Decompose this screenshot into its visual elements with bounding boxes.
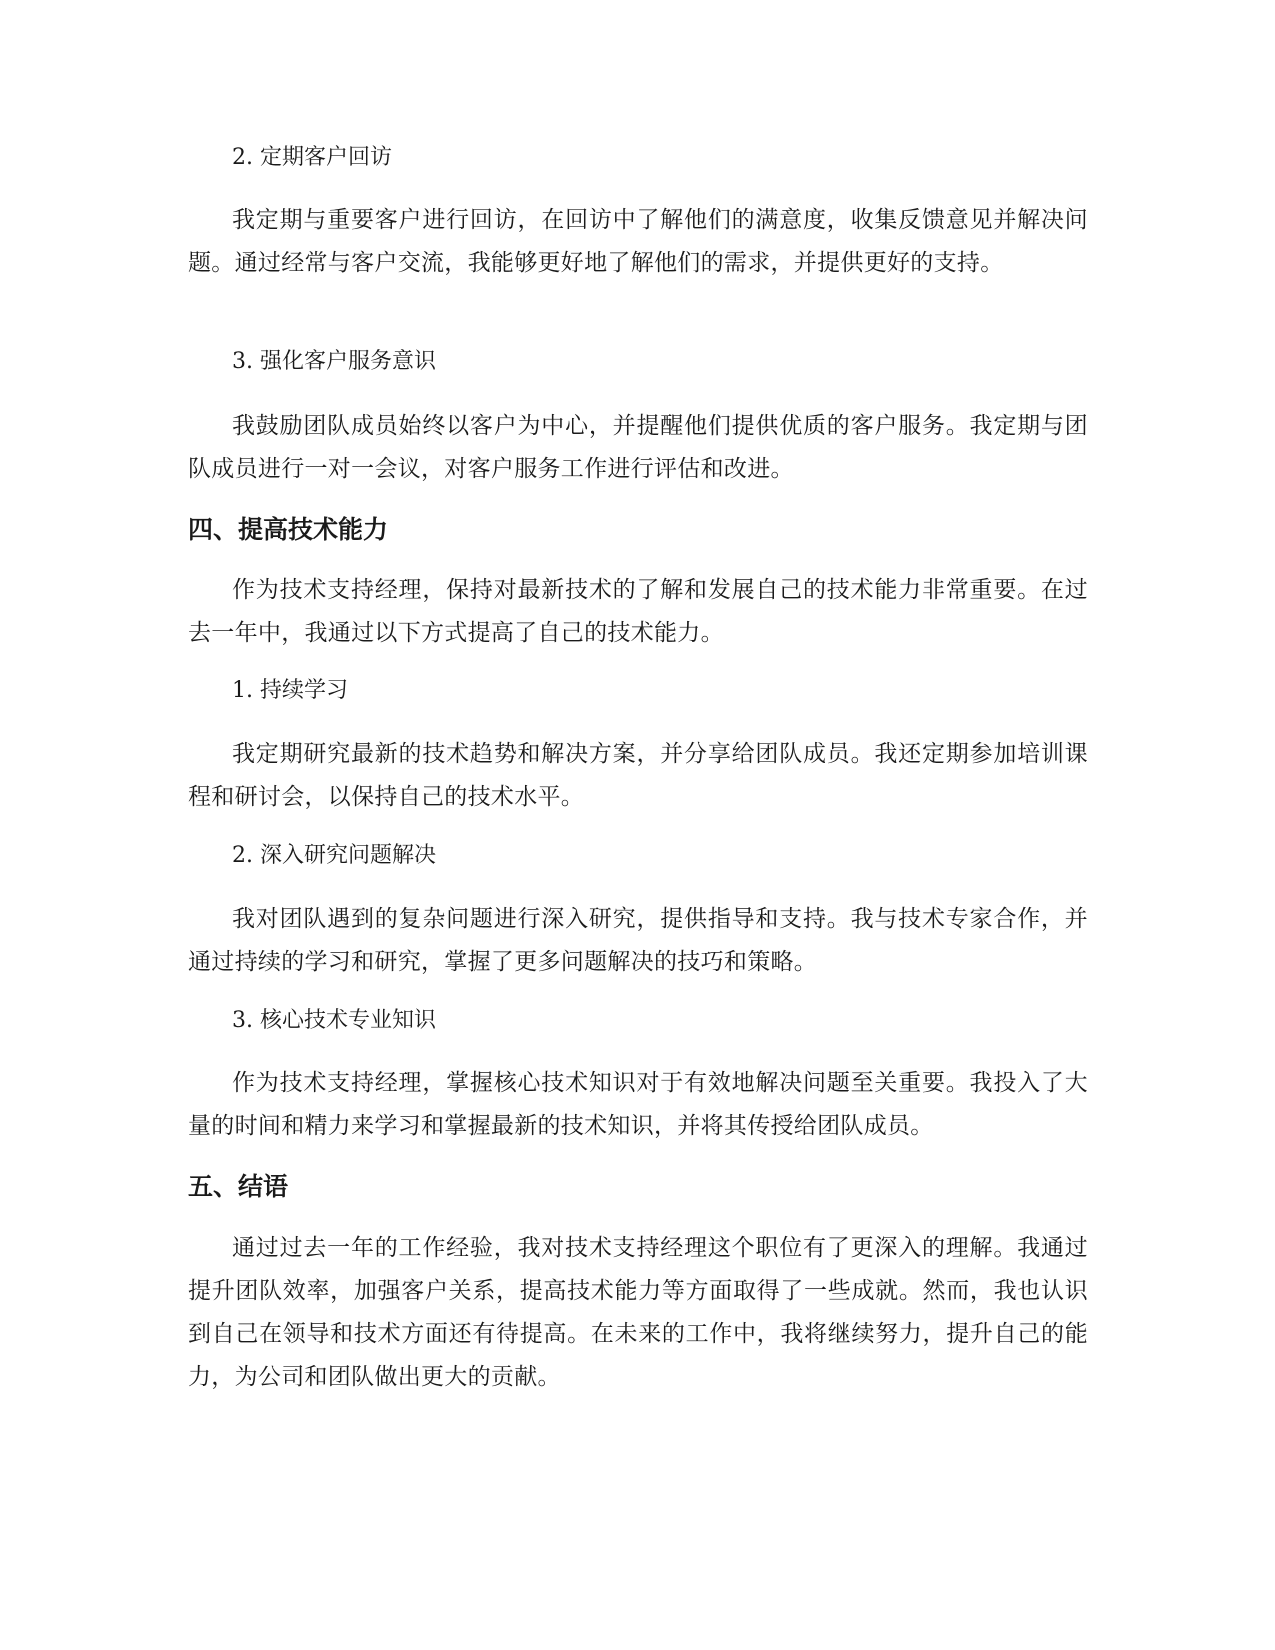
paragraph-regular-visits: 我定期与重要客户进行回访，在回访中了解他们的满意度，收集反馈意见并解决问题。通过经常与客户交流，我能够更好地了解他们的需求，并提供更好的支持。: [188, 207, 1088, 276]
item-heading-regular-visits: 2. 定期客户回访: [232, 145, 392, 170]
item-heading-service-awareness: 3. 强化客户服务意识: [232, 349, 436, 374]
item-heading-problem-solving: 2. 深入研究问题解决: [232, 843, 436, 868]
section-heading-conclusion: 五、结语: [188, 1172, 289, 1201]
paragraph-core-knowledge: 作为技术支持经理，掌握核心技术知识对于有效地解决问题至关重要。我投入了大量的时间和精力来学习和掌握最新的技术知识，并将其传授给团队成员。: [188, 1070, 1088, 1139]
paragraph-conclusion: 通过过去一年的工作经验，我对技术支持经理这个职位有了更深入的理解。我通过提升团队效率，加强客户关系，提高技术能力等方面取得了一些成就。然而，我也认识到自己在领导和技术方面还有待提高。在未来的工作中，我将继续努力，提升自己的能力，为公司和团队做出更大的贡献。: [188, 1235, 1088, 1390]
item-heading-core-knowledge: 3. 核心技术专业知识: [232, 1008, 436, 1033]
paragraph-problem-solving: 我对团队遇到的复杂问题进行深入研究，提供指导和支持。我与技术专家合作，并通过持续的学习和研究，掌握了更多问题解决的技巧和策略。: [188, 906, 1088, 975]
item-heading-continuous-learning: 1. 持续学习: [232, 678, 348, 703]
paragraph-continuous-learning: 我定期研究最新的技术趋势和解决方案，并分享给团队成员。我还定期参加培训课程和研讨会，以保持自己的技术水平。: [188, 741, 1088, 810]
paragraph-service-awareness: 我鼓励团队成员始终以客户为中心，并提醒他们提供优质的客户服务。我定期与团队成员进行一对一会议，对客户服务工作进行评估和改进。: [188, 413, 1088, 482]
paragraph-tech-ability-intro: 作为技术支持经理，保持对最新技术的了解和发展自己的技术能力非常重要。在过去一年中，我通过以下方式提高了自己的技术能力。: [188, 577, 1088, 646]
section-heading-tech-ability: 四、提高技术能力: [188, 515, 389, 544]
